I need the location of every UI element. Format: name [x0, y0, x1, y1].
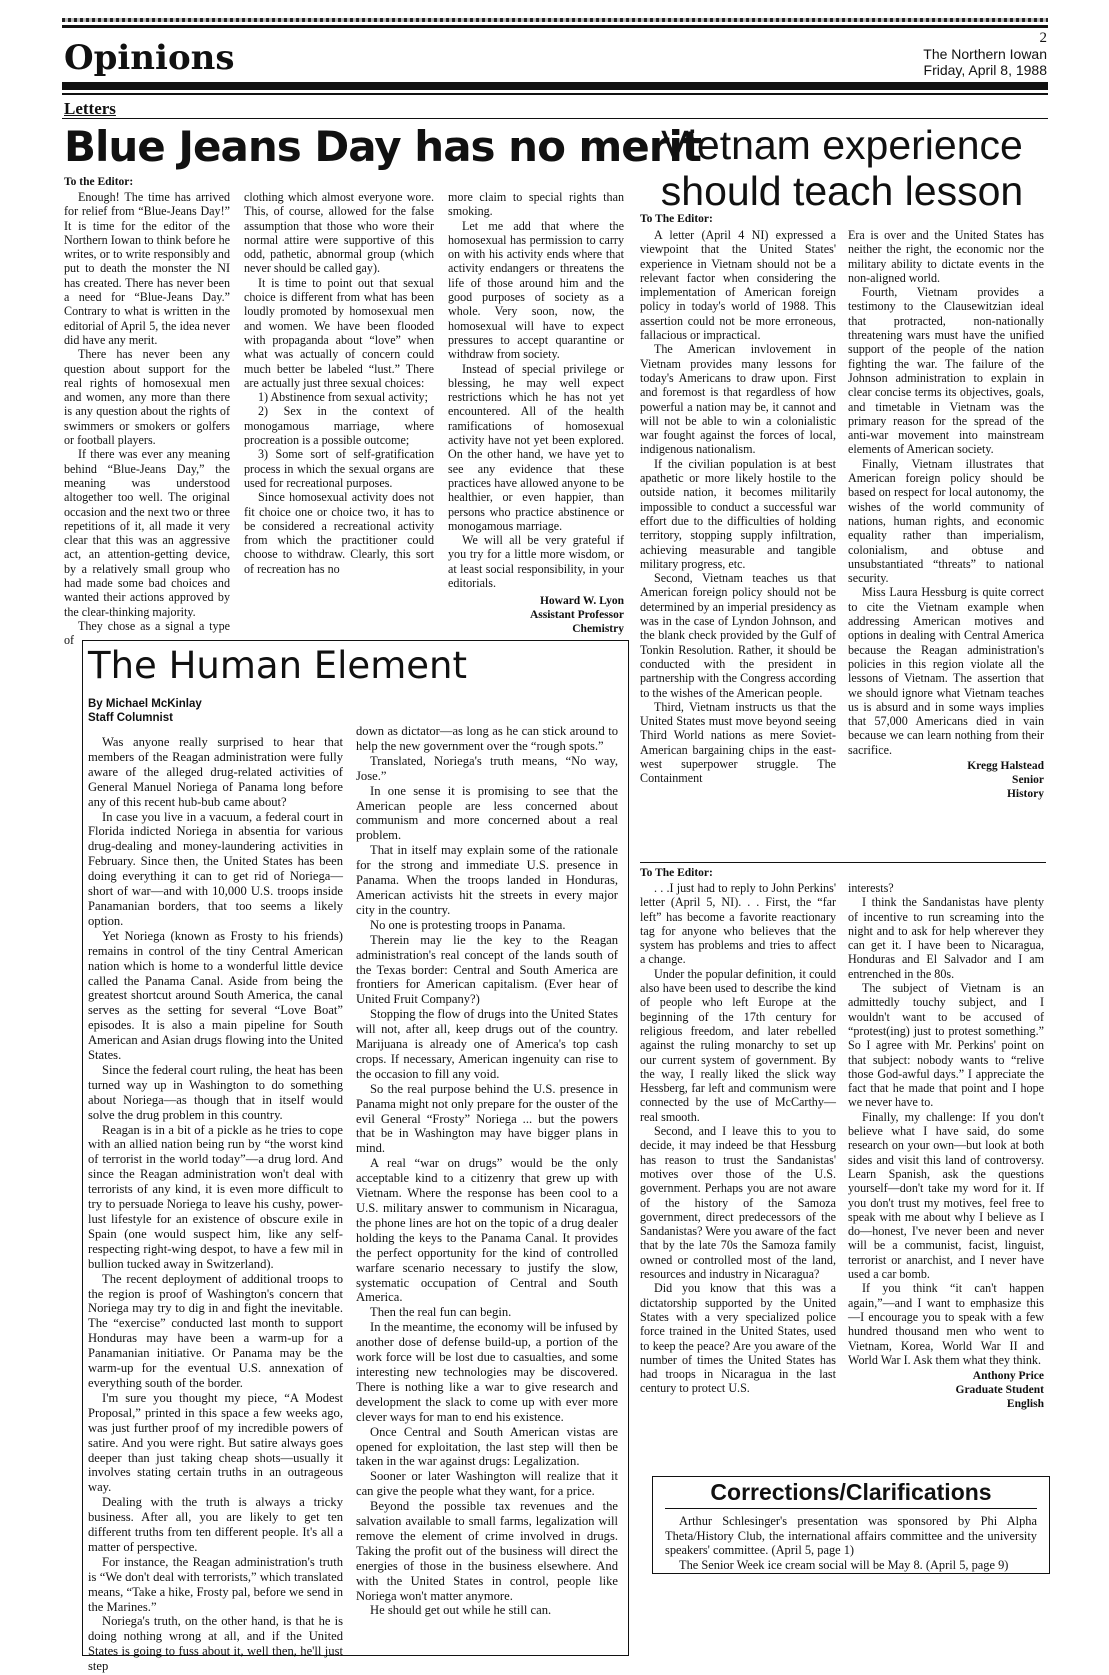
paragraph: 3) Some sort of self-gratification process in which the sexual organs are used for recreational purposes.: [244, 447, 434, 490]
perkins-col-2: [848, 881, 1044, 1411]
paragraph: In the meantime, the economy will be infused by another dose of defense build-up, a portion of the work force will be lost due to casualties, and some interesting new technologies may be discovered. There is nothing like a war to give research and development the slack to come up with ever more clever ways for man to end his existence.: [356, 1320, 618, 1424]
correction-item: Arthur Schlesinger's presentation was sponsored by Phi Alpha Theta/History Club, the international affairs committee and the university speakers' committee. (April 5, page 1): [665, 1514, 1037, 1557]
paragraph: For instance, the Reagan administration's truth is “We don't deal with terrorists,” which translated means, “Take a hike, Frosty pal, before we send in the Marines.”: [88, 1554, 343, 1614]
corrections-box: [652, 1476, 1050, 1574]
paragraph: Since homosexual activity does not fit choice one or choice two, it has to be considered a recreational activity from which the practitioner could choose to withdraw. Clearly, this sort of recreation has no: [244, 490, 434, 576]
corrections-rule: [665, 1508, 1037, 1509]
paragraph: Fourth, Vietnam provides a testimony to the Clausewitzian ideal that protracted, non-nationally threatening wars must have the unified support of the people of the nation fighting the war. The failure of the Johnson administration to explain in clear concise terms its objectives, goals, and timetable in Vietnam was the primary reason for the spread of the anti-war movement into mainstream elements of American society.: [848, 285, 1044, 457]
perkins-col-1: [640, 881, 836, 1396]
paragraph: Enough! The time has arrived for relief from “Blue-Jeans Day!” It is time for the editor of the Northern Iowan to think before he writes, or to write responsibly and put to death the monster the NI has created. There has never been a need for “Blue-Jeans Day.” Contrary to what is written in the editorial of April 5, the idea never did have any merit.: [64, 190, 230, 347]
vietnam-headline: [636, 122, 1048, 214]
paragraph: Instead of special privilege or blessing, he may well expect restrictions which he has not yet encountered. All of the health ramifications of homosexual activity have not yet been explored. On the other hand, we have yet to see any evidence that these practices have allowed anyone to be healthier, or even happier, than persons who practice abstinence or monogamous marriage.: [448, 361, 624, 533]
paragraph: It is time to point out that sexual choice is different from what has been loudly promoted by homosexual men and women. We have been flooded with propaganda about “love” when what was actually of concern could much better be labeled “lust.” There are actually just three sexual choices:: [244, 275, 434, 390]
vietnam-salutation: To The Editor:: [640, 213, 713, 225]
blue-jeans-headline: Blue Jeans Day has no merit: [64, 122, 701, 171]
byline: By Michael McKinlay: [88, 698, 202, 710]
paragraph: The American invlovement in Vietnam provides many lessons for today's Americans to draw upon. First and foremost is that regardless of how powerful a nation may be, it cannot and will not be able to win a colonialistic war fought against the forces of local, indigenous nationalism.: [640, 342, 836, 457]
paragraph: Finally, Vietnam illustrates that American foreign policy should be based on respect for local autonomy, the wishes of the world community of nations, human rights, and economic equality rather than imperialism, colonialism, and obtuse and unsubstantiated “threats” to national security.: [848, 456, 1044, 586]
blue-jeans-salutation: To the Editor:: [64, 176, 134, 188]
paragraph: There has never been any question about support for the real rights of homosexual men and women, any more than there is any question about the rights of swimmers or smokers or golfers or football players.: [64, 347, 230, 448]
paragraph: Second, Vietnam teaches us that American foreign policy should not be determined by an imperial presidency as was in the case of Lyndon Johnson, and the blank check provided by the Gulf of Tonkin Resolution. Rather, it should be conducted with the president in partnership with the Congress according to the wishes of the American people.: [640, 571, 836, 700]
paragraph: clothing which almost everyone wore. This, of course, allowed for the false assumption that those who wore their normal attire were supportive of this odd, pathetic, abnormal group (which never should be called gay).: [244, 190, 434, 276]
vietnam-signature: [848, 759, 1044, 801]
paragraph: Beyond the possible tax revenues and the salvation available to small farms, legalization will remove the element of crime involved in drugs. Taking the profit out of the business will direct the energies of those in the business elsewhere. And with the United States in control, people like Noriega won't matter anymore.: [356, 1499, 618, 1603]
paragraph: If there was ever any meaning behind “Blue-Jeans Day,” the meaning was understood altogether too well. The original occasion and the next two or three repetitions of it, all made it very clear that this was an aggressive act, an attention-getting device, by a relatively small group who had made some bad choices and wanted their actions approved by the clear-thinking majority.: [64, 447, 230, 619]
paragraph: Third, Vietnam instructs us that the United States must move beyond seeing Third World nations as mere Soviet-American bargaining chips in the east-west superpower struggle. The Containment: [640, 699, 836, 786]
paragraph: The subject of Vietnam is an admittedly touchy subject, and I wouldn't want to be accused of “protest(ing) just to protest something.” So I agree with Mr. Perkins' point on that subject: nobody wants to “relive those God-awful days.” I appreciate the fact that he made that point and I hope we never have to.: [848, 981, 1044, 1110]
signature-dept: History: [1006, 787, 1044, 800]
paragraph: Dealing with the truth is always a tricky business. After all, you are likely to get ten different truths from ten different people. It's all a matter of perspective.: [88, 1495, 343, 1554]
signature-title: Graduate Student: [955, 1384, 1044, 1397]
vietnam-headline-line-2: should teach lesson: [660, 168, 1024, 214]
paragraph: Miss Laura Hessburg is quite correct to cite the Vietnam example when addressing American motives and options in dealing with Central America because the Reagan administration's policies in this region violate all the lessons of Vietnam. The assertion that we should ignore what Vietnam teaches us is absurd and in some ways implies that 57,000 Americans died in vain because we can learn nothing from their sacrifice.: [848, 585, 1044, 757]
perkins-salutation: To The Editor:: [640, 867, 713, 879]
vietnam-col-1: [640, 228, 836, 786]
paper-name: The Northern Iowan: [923, 46, 1047, 62]
paragraph: Since the federal court ruling, the heat has been turned way up in Washington to do something about Noriega—as though that in itself would solve the drug problem in this country.: [88, 1062, 343, 1122]
human-element-headline: The Human Element: [88, 644, 467, 687]
paragraph: Translated, Noriega's truth means, “No way, Jose.”: [356, 753, 618, 783]
paragraph: Reagan is in a bit of a pickle as he tries to cope with an allied nation being run by “the worst kind of terrorist in the world today”—a drug lord. And since the Reagan administration won't deal with terrorists of any kind, it is even more difficult to try to persuade Noriega to leave his cushy, power-lust lifestyle for an existence of obscure exile in Spain (one would suspect him, like any self-respecting right-wing despot, to have a few mil in bullion tucked away in Switzerland).: [88, 1122, 343, 1271]
paragraph: I think the Sandanistas have plenty of incentive to run screaming into the night and to ask for help wherever they can get it. I have been to Nicaragua, Honduras and El Salvador and I am entrenched in the 80s.: [848, 895, 1044, 981]
paragraph: No one is protesting troops in Panama.: [370, 917, 566, 932]
blue-jeans-col-1: [64, 190, 230, 648]
paragraph: So the real purpose behind the U.S. presence in Panama might not only prepare for the ouster of the evil General “Frosty” Noriega ... but the powers that be in Washington may have bigger plans in mind.: [356, 1081, 618, 1156]
section-title: Opinions: [64, 38, 235, 78]
paragraph: Noriega's truth, on the other hand, is that he is doing nothing wrong at all, and if the United States is going to fuss about it, well then, he'll just step: [88, 1614, 343, 1674]
paragraph: Yet Noriega (known as Frosty to his friends) remains in control of the tiny Central American nation which is home to a wonderful little device called the Panama Canal. Aside from being the greatest shortcut around South America, the canal serves as the setting for several “Love Boat” episodes. It is also a main pipeline for South American and Asian drugs flowing into the United States.: [88, 928, 343, 1063]
correction-item: The Senior Week ice cream social will be May 8. (April 5, page 9): [679, 1557, 1009, 1572]
paragraph: They chose as a signal a type of: [64, 618, 230, 648]
paragraph: If the civilian population is at best apathetic or more likely hostile to the outside nation, it becomes militarily impossible to conduct a successful war effort due to the difficulties of holding territory, stopping supply infiltration, achieving measurable and tangible military progress, etc.: [640, 456, 836, 571]
signature-name: Kregg Halstead: [967, 759, 1044, 772]
paragraph: Sooner or later Washington will realize that it can give the people what they want, for a price.: [356, 1469, 618, 1499]
blue-jeans-signature: [448, 594, 624, 636]
paragraph: In case you live in a vacuum, a federal court in Florida indicted Noriega in absentia for various drug-dealing and money-laundering activities in February. Since then, the United States has been doing everything it can to get rid of Noriega—short of war—and with 10,000 U.S. troops inside Panamanian borders, that too seems a likely option.: [88, 809, 343, 928]
human-element-col-1: [88, 735, 343, 1674]
paragraph: 1) Abstinence from sexual activity;: [258, 390, 428, 405]
masthead-rule: [62, 82, 1048, 90]
paragraph: Era is over and the United States has neither the right, the economic nor the military ability to dictate events in the non-aligned world.: [848, 228, 1044, 285]
paragraph: Under the popular definition, it could also have been used to describe the kind of people who left Europe at the beginning of the 17th century for religious freedom, and later rebelled against the ruling monarchy to set up our current system of government. By the way, I really liked the slick way Hessberg, far left and communism were connected by the use of McCarthy—real smooth.: [640, 966, 836, 1124]
perkins-signature: [848, 1369, 1044, 1411]
paragraph: Therein may lie the key to the Reagan administration's real concept of the lands south of the Texas border: Central and South America are frontiers for American capitalism. (Ever hear of United Fruit Company?): [356, 932, 618, 1007]
paragraph: Stopping the flow of drugs into the United States will not, after all, keep drugs out of the country. Marijuana is already one of America's top cash crops. If necessary, American ingenuity can rise to the occasion to fill any void.: [356, 1007, 618, 1081]
byline-role: Staff Columnist: [88, 712, 173, 724]
blue-jeans-col-3: [448, 190, 624, 636]
paragraph: Second, and I leave this to you to decide, it may indeed be that Hessburg has reason to trust the Sandanistas' motives over those of the U.S. government. Perhaps you are not aware of the history of the Samoza government, direct predecessors of the Sandanistas? Were you aware of the fact that by the late 70s the Samoza family owned or controlled most of the land, resources and industry in Nicaragua?: [640, 1124, 836, 1282]
paragraph: That in itself may explain some of the rationale for the strong and immediate U.S. presence in Panama. When the troops landed in Honduras, American activists hit the streets in every major city in the country.: [356, 843, 618, 917]
paragraph: Then the real fun can begin.: [370, 1305, 512, 1320]
paragraph: down as dictator—as long as he can stick around to help the new government over the “rough spots.”: [356, 724, 618, 753]
masthead-thin-rule: [62, 93, 1048, 95]
paragraph: In one sense it is promising to see that the American people are less concerned about communism and more concerned about a real problem.: [356, 783, 618, 843]
vietnam-headline-line-1: Vietnam experience: [661, 122, 1023, 168]
letters-rule: [62, 118, 1048, 119]
paragraph: We will all be very grateful if you try for a little more wisdom, or at least social responsibility, in your editorials.: [448, 533, 624, 591]
paragraph: I'm sure you thought my piece, “A Modest Proposal,” printed in this space a few weeks ago, was just further proof of my incredible powers of satire. And you were right. But satire always goes deeper than just taking cheap shots—usually it involves stating certain truths in an outrageous way.: [88, 1390, 343, 1495]
signature-title: Senior: [1012, 773, 1044, 786]
paragraph: The recent deployment of additional troops to the region is proof of Washington's concern that Noriega may try to dig in and fight the inevitable. The “exercise” conducted last month to support Honduras may have been a warm-up for a Panamanian initiative. Or Panama may be the warm-up for the eventual U.S. annexation of everything south of the border.: [88, 1271, 343, 1390]
signature-name: Howard W. Lyon: [539, 595, 624, 608]
paragraph: Once Central and South American vistas are opened for exploitation, the last step will then be taken in the war against drugs: Legalization.: [356, 1424, 618, 1469]
top-rule: [62, 25, 1048, 28]
page-number: 2: [1039, 30, 1047, 46]
paragraph: A letter (April 4 NI) expressed a viewpoint that the United States' experience in Vietnam should not be a relevant factor when considering the implementation of American foreign policy in today's world of 1988. This assertion could not be more erroneous, fallacious or impractical.: [640, 228, 836, 343]
paragraph: more claim to special rights than smoking.: [448, 190, 624, 219]
corrections-headline: Corrections/Clarifications: [710, 1479, 992, 1505]
top-border: [62, 18, 1048, 22]
paragraph: Finally, my challenge: If you don't believe what I have said, do some research on your own—but look at both sides and visit this land of controversy. Learn Spanish, ask the questions yourself—don't take my word for it. If you don't trust my motives, feel free to speak with me about why I believe as I do—honest, I've never been and never will be a communist, facist, linguist, terrorist or anarchist, and I never have used a car bomb.: [848, 1109, 1044, 1282]
blue-jeans-col-2: [244, 190, 434, 576]
letters-label: Letters: [64, 99, 116, 118]
issue-date: Friday, April 8, 1988: [923, 62, 1047, 78]
paragraph: If you think “it can't happen again,”—and I want to emphasize this—I encourage you to speak with a few hundred thousand men who went to Vietnam, Korea, World War II and World War I. Ask them what they think.: [848, 1281, 1044, 1367]
paragraph: . . .I just had to reply to John Perkins' letter (April 5, NI). . . First, the “far left” has become a favorite reactionary tag for anyone who believes that the system has problems and tries to affect a change.: [640, 881, 836, 967]
signature-dept: Chemistry: [572, 623, 624, 636]
paragraph: Did you know that this was a dictatorship supported by the United States with a very specialized police force trained in the United States, used to keep the peace? Are you aware of the number of times the United States has had troops in Nicaragua in the last century to protect U.S.: [640, 1281, 836, 1396]
vietnam-col-2: [848, 228, 1044, 801]
corrections-body: [665, 1514, 1037, 1572]
paragraph: interests?: [848, 881, 894, 895]
paragraph: 2) Sex in the context of monogamous marriage, where procreation is a possible outcome;: [244, 404, 434, 448]
section-divider: [640, 862, 1046, 863]
human-element-col-2: [356, 724, 618, 1618]
paragraph: Was anyone really surprised to hear that members of the Reagan administration were fully aware of the alleged drug-related activities of General Manuel Noriega of Panama long before any of this recent hub-bub came about?: [88, 735, 343, 809]
paragraph: Let me add that where the homosexual has permission to carry on with his activity ends where that activity endangers or threatens the life of those around him and the good purposes of society as a whole. Very soon, now, the homosexual will have to expect pressures to accept quarantine or withdraw from society.: [448, 218, 624, 362]
paragraph: A real “war on drugs” would be the only acceptable kind to a citizenry that grew up with Vietnam. Where the response has been cool to a U.S. military answer to communism in Nicaragua, the phone lines are hot on the topic of a drug dealer holding the keys to the Panama Canal. It provides the perfect opportunity for the kind of controlled warfare scenario necessary to justify the slow, systematic occupation of Central and South America.: [356, 1156, 618, 1305]
signature-dept: English: [1006, 1398, 1044, 1411]
signature-title: Assistant Professor: [529, 609, 624, 622]
paragraph: He should get out while he still can.: [370, 1603, 552, 1618]
signature-name: Anthony Price: [972, 1370, 1044, 1383]
